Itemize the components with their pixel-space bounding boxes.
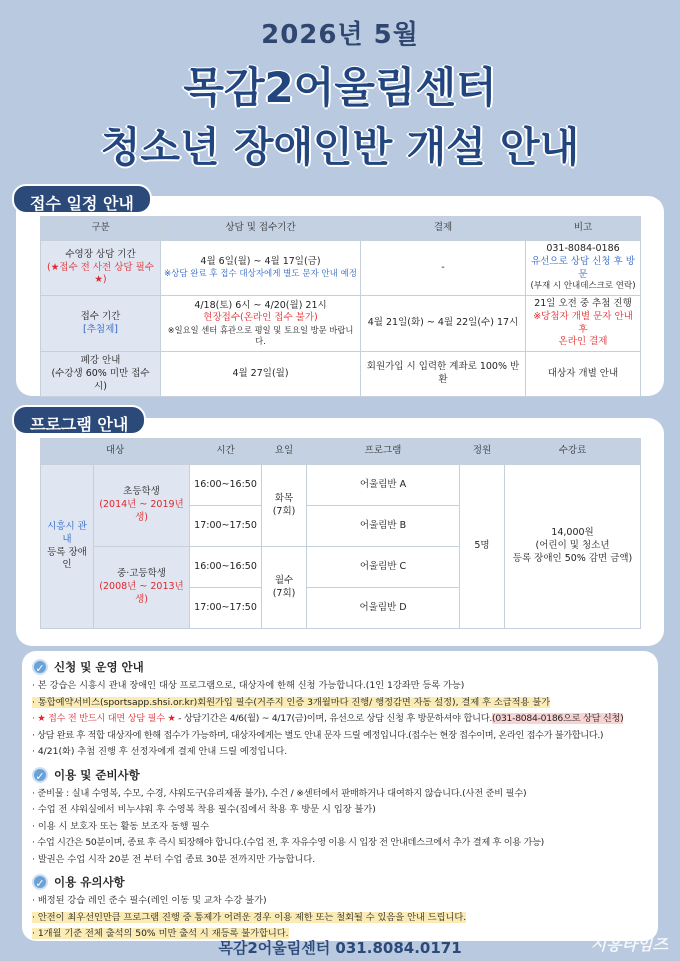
col-header-program: 프로그램 [307,439,460,465]
notice-line: · 본 강습은 시흥시 관내 장애인 대상 프로그램으로, 대상자에 한해 신청 가능합니다.(1인 1강좌만 등록 가능) [32,680,465,691]
section-tag-schedule: 접수 일정 안내 [12,184,152,214]
notice-line: · 4/21(화) 추첨 진행 후 선정자에게 결제 안내 드릴 예정입니다. [32,746,288,757]
fee-cell: 14,000원 (어린이 및 청소년 등록 장애인 50% 감면 금액) [505,465,641,629]
notice-heading-apply: ✓ 신청 및 운영 안내 [32,659,648,675]
program-cell: 어울림반 D [307,588,460,629]
middle-high-target-cell: 중·고등학생 (2008년 ~ 2013년생) [94,547,190,629]
payment-cell: 회원가입 시 입력한 계좌로 100% 반환 [361,352,526,397]
period-cell: 4/18(토) 6시 ~ 4/20(월) 21시 현장접수(온라인 접수 불가) ※일요일 센터 휴관으로 평일 및 토요일 방문 바랍니다. [161,295,361,351]
col-header-target: 대상 [41,439,190,465]
col-header-period: 상담 및 접수기간 [161,217,361,241]
program-cell: 어울림반 C [307,547,460,588]
time-cell: 16:00~16:50 [190,547,262,588]
notice-heading-usage: ✓ 이용 및 준비사항 [32,767,648,783]
row-label: 폐강 안내 (수강생 60% 미만 접수 시) [41,352,161,397]
notice-line: · 수업 시간은 50분이며, 종료 후 즉시 퇴장해야 합니다.(수업 전, 후 자유수영 이용 시 입장 전 안내데스크에서 추가 결제 후 이용 가능) [32,837,544,848]
col-header-payment: 결제 [361,217,526,241]
notice-line: · 통합예약서비스(sportsapp.shsi.or.kr)회원가입 필수(거주지 인증 3개월마다 진행/ 행정감면 자동 설정), 결제 후 소급적용 불가 [32,696,551,708]
payment-cell: - [361,241,526,296]
notice-line: · 안전이 최우선인만큼 프로그램 진행 중 통제가 어려운 경우 이용 제한 또는 철회될 수 있음을 안내 드립니다. [32,911,467,923]
col-header-category: 구분 [41,217,161,241]
notice-line: · 이용 시 보호자 또는 활동 보조자 동행 필수 [32,820,210,832]
remark-cell: 21일 오전 중 추첨 진행 ※당첨자 개별 문자 안내 후 온라인 결제 [526,295,641,351]
period-cell: 4월 27일(월) [161,352,361,397]
check-icon: ✓ [32,659,48,675]
notice-line: · 수업 전 샤워실에서 비누샤워 후 수영복 착용 필수(집에서 착용 후 방문 시 입장 불가) [32,804,376,815]
header-date: 2026년 5월 [261,20,419,50]
payment-cell: 4월 21일(화) ~ 4월 22일(수) 17시 [361,295,526,351]
notice-line: · 발권은 수업 시작 20분 전 부터 수업 종료 30분 전까지만 가능합니다. [32,853,316,865]
table-row [41,295,641,351]
day-cell: 화목 (7회) [262,465,307,547]
period-cell: 4월 6일(월) ~ 4월 17일(금) ※상담 완료 후 접수 대상자에게 별도 문자 안내 예정 [161,241,361,296]
watermark-logo: 시흥타임즈 [590,935,668,954]
notice-heading-caution: ✓ 이용 유의사항 [32,874,648,890]
col-header-capacity: 정원 [460,439,505,465]
time-cell: 16:00~16:50 [190,465,262,506]
title-center-name: 목감2어울림센터 [183,63,497,112]
notice-line: · ★ 접수 전 반드시 대면 상담 필수 ★ - 상담기간은 4/6(월) ~ 4/17(금)이며, 유선으로 상담 신청 후 방문하셔야 합니다.(031-8084-0186으로 상담 신청) [32,713,624,724]
time-cell: 17:00~17:50 [190,506,262,547]
remark-cell: 031-8084-0186 유선으로 상담 신청 후 방문 (부재 시 안내데스크로 연락) [526,241,641,296]
remark-cell: 대상자 개별 안내 [526,352,641,397]
capacity-cell: 5명 [460,465,505,629]
elementary-target-cell: 초등학생 (2014년 ~ 2019년생) [94,465,190,547]
row-label: 수영장 상담 기간 (★접수 전 사전 상담 필수★) [41,241,161,296]
program-table [40,438,641,629]
col-header-fee: 수강료 [505,439,641,465]
row-label: 접수 기간 [추첨제] [41,295,161,351]
footer-contact: 목감2어울림센터 031.8084.0171 [218,939,462,957]
notice-line: · 1개월 기준 전체 출석의 50% 미만 출석 시 재등록 불가합니다. [32,928,289,939]
schedule-table [40,216,641,397]
check-icon: ✓ [32,874,48,890]
check-icon: ✓ [32,767,48,783]
day-cell: 월수 (7회) [262,547,307,629]
table-row [41,352,641,397]
notice-line: · 배정된 강습 레인 준수 필수(레인 이동 및 교차 수강 불가) [32,895,267,906]
program-cell: 어울림반 B [307,506,460,547]
program-cell: 어울림반 A [307,465,460,506]
time-cell: 17:00~17:50 [190,588,262,629]
section-tag-program: 프로그램 안내 [12,405,146,435]
notice-line: · 준비물 : 실내 수영복, 수모, 수경, 샤워도구(유리제품 불가), 수건 / ※센터에서 판매하거나 대여하지 않습니다.(사전 준비 필수) [32,787,527,799]
notice-panel [22,651,658,941]
target-group-cell: 시흥시 관내 등록 장애인 [41,465,94,629]
table-row [41,465,641,506]
notice-line: · 상담 완료 후 적합 대상자에 한해 접수가 가능하며, 대상자에게는 별도 안내 문자 드릴 예정입니다.(접수는 현장 접수이며, 온라인 접수가 불가합니다.) [32,729,604,741]
col-header-remark: 비고 [526,217,641,241]
col-header-day: 요일 [262,439,307,465]
table-row [41,241,641,296]
col-header-time: 시간 [190,439,262,465]
title-class-notice: 청소년 장애인반 개설 안내 [100,123,580,171]
